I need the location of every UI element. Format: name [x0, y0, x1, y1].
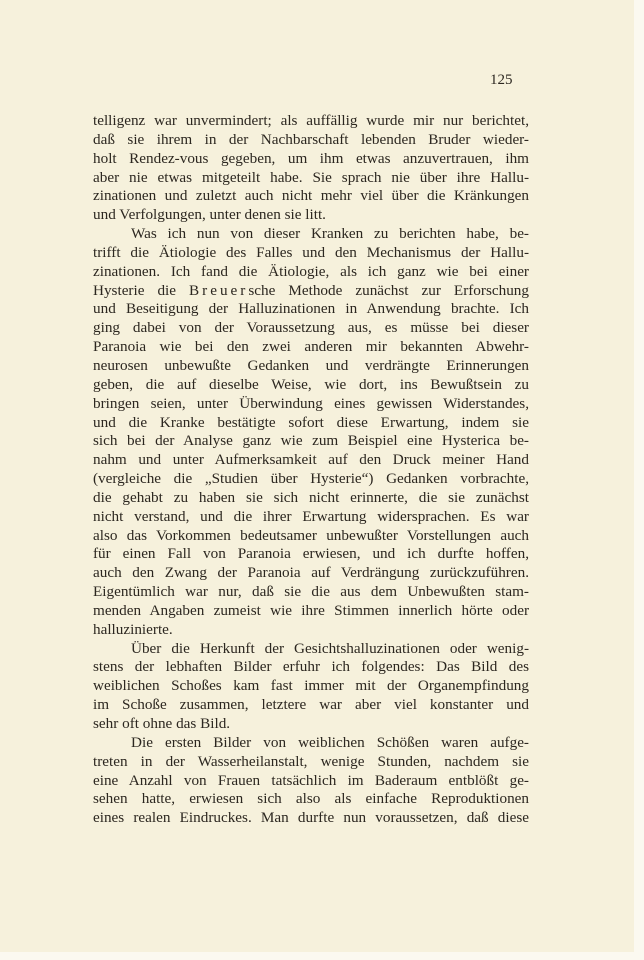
text-line: zinationen. Ich fand die Ätiologie, als ich ganz wie bei einer [93, 262, 529, 280]
text-line: nicht verstand, und die ihrer Erwartung widersprachen. Es war [93, 507, 529, 525]
text-line: ging dabei von der Voraussetzung aus, es müsse bei dieser [93, 319, 529, 337]
text-line: Über die Herkunft der Gesichtshalluzinationen oder wenig- [131, 639, 529, 657]
text-line: neurosen unbewußte Gedanken und verdrängte Erinnerungen [93, 356, 529, 374]
spaced-name: Breuer [189, 281, 249, 299]
text-line: geben, die auf dieselbe Weise, wie dort, ins Bewußtsein zu [93, 375, 529, 393]
text-line: sehen hatte, erwiesen sich also als einfache Reproduktionen [93, 790, 529, 808]
text-line: zinationen und zuletzt auch nicht mehr viel über die Kränkungen [93, 187, 529, 205]
text-line: Hysterie die Breuersche Methode zunächst zur Erforschung [93, 281, 529, 299]
text-line: bringen seien, unter Überwindung eines gewissen Widerstandes, [93, 394, 529, 412]
text-line: für einen Fall von Paranoia erwiesen, und ich durfte hoffen, [93, 545, 529, 563]
text-line: stens der lebhaften Bilder erfuhr ich folgendes: Das Bild des [93, 658, 529, 676]
text-line: im Schoße zusammen, letztere war aber viel konstanter und [93, 696, 529, 714]
text-line: menden Angaben zumeist wie ihre Stimmen innerlich hörte oder [93, 601, 529, 619]
text-line: trifft die Ätiologie des Falles und den Mechanismus der Hallu- [93, 243, 529, 261]
text-line: die gehabt zu haben sie sich nicht erinnerte, die sie zunächst [93, 488, 529, 506]
text-line: und die Kranke bestätigte sofort diese Erwartung, indem sie [93, 413, 529, 431]
text-line: eine Anzahl von Frauen tatsächlich im Baderaum entblößt ge- [93, 771, 529, 789]
text-line: sehr oft ohne das Bild. [93, 715, 231, 732]
text-line: telligenz war unvermindert; als auffällig wurde mir nur berichtet, [93, 112, 529, 129]
text-line: Paranoia wie bei den zwei anderen mir bekannten Abwehr- [93, 338, 529, 356]
text-line: eines realen Eindruckes. Man durfte nun voraussetzen, daß diese [93, 809, 529, 827]
text-line: auch den Zwang der Paranoia auf Verdrängung zurückzuführen. [93, 564, 529, 582]
text-line: nahm und unter Aufmerksamkeit auf den Druck meiner Hand [93, 451, 529, 469]
page-number: 125 [490, 72, 513, 88]
text-line: daß sie ihrem in der Nachbarschaft lebenden Bruder wieder- [93, 130, 529, 148]
body-text [93, 112, 529, 828]
text-line: Was ich nun von dieser Kranken zu berichten habe, be- [131, 225, 529, 243]
text-line: Die ersten Bilder von weiblichen Schößen waren aufge- [131, 733, 529, 751]
text-line: aber nie etwas mitgeteilt habe. Sie sprach nie über ihre Hallu- [93, 168, 529, 186]
text-line: (vergleiche die „Studien über Hysterie“) Gedanken vorbrachte, [93, 470, 529, 488]
text-line: treten in der Wasserheilanstalt, wenige Stunden, nachdem sie [93, 752, 529, 770]
text-line: also das Vorkommen bedeutsamer unbewußter Vorstellungen auch [93, 526, 529, 544]
text-line: und Beseitigung der Halluzinationen in Anwendung brachte. Ich [93, 300, 529, 318]
text-line: holt Rendez-vous gegeben, um ihm etwas anzuvertrauen, ihm [93, 149, 529, 167]
text-line: Eigentümlich war nur, daß sie die aus dem Unbewußten stam- [93, 583, 529, 601]
text-line: sich bei der Analyse ganz wie zum Beispiel eine Hysterica be- [93, 432, 529, 450]
text-line: halluzinierte. [93, 620, 173, 638]
text-line: weiblichen Schoßes kam fast immer mit der Organempfindung [93, 677, 529, 695]
text-line: und Verfolgungen, unter denen sie litt. [93, 206, 326, 224]
